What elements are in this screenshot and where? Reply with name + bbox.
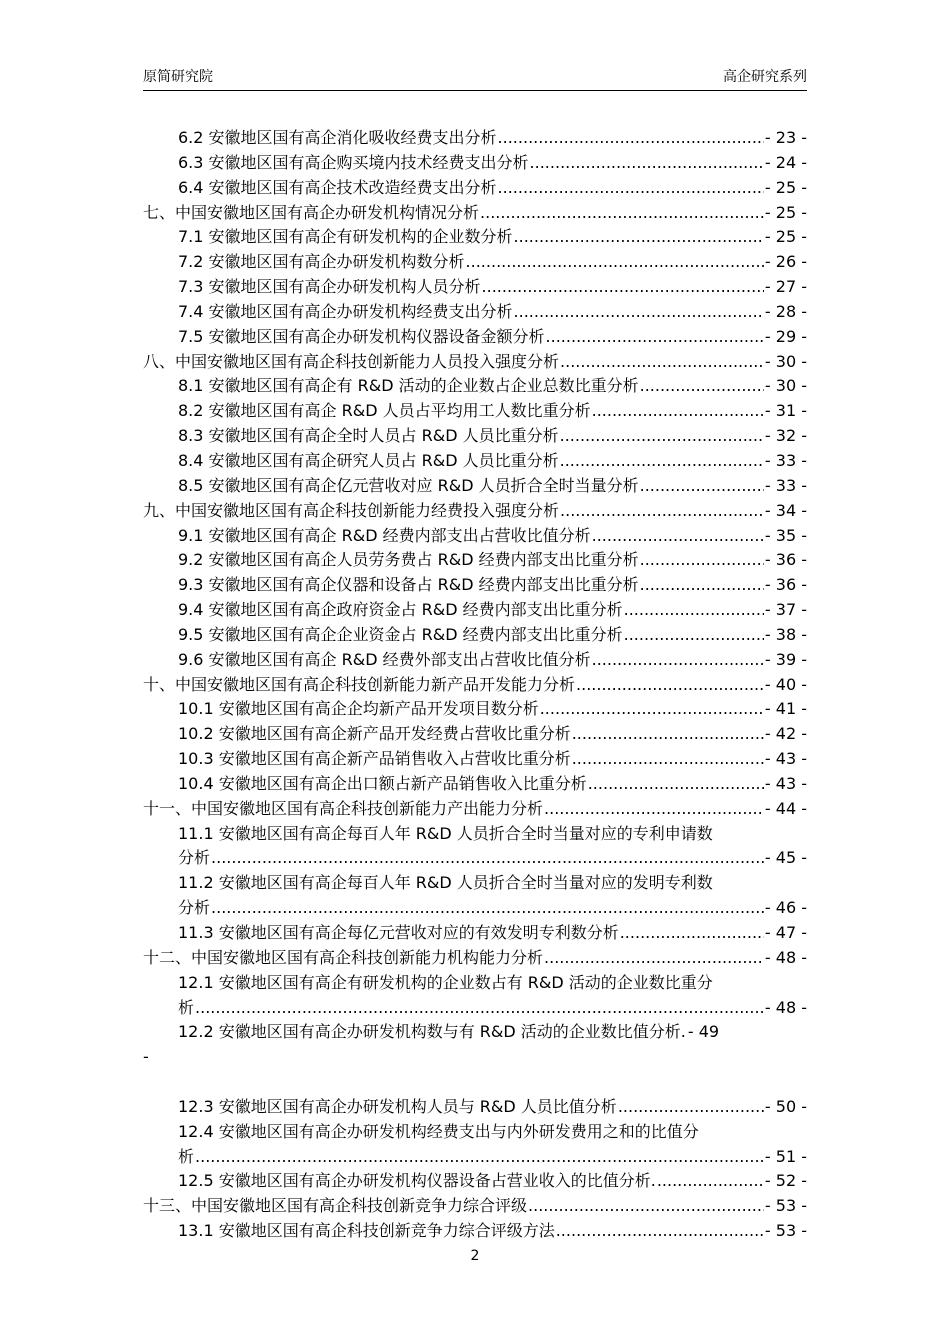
toc-page-number: - 31 - [764,401,807,421]
toc-page-number-overflow: - [143,1047,149,1067]
toc-entry[interactable] [143,524,807,549]
toc-entry-title: 12.5 安徽地区国有高企办研发机构仪器设备占营业收入的比值分析. [178,1171,656,1191]
toc-page-number: - 43 - [764,749,807,769]
toc-entry-title: 8.5 安徽地区国有高企亿元营收对应 R&D 人员折合全时当量分析 [178,475,639,495]
toc-page-number: - 24 - [764,152,807,172]
toc-entry-title: 8.3 安徽地区国有高企全时人员占 R&D 人员比重分析 [178,426,559,446]
toc-dot-leader [211,896,764,921]
page-number: 2 [470,1248,480,1264]
toc-entry[interactable] [143,871,807,921]
toc-entry[interactable] [143,399,807,424]
toc-entry-title: 8.1 安徽地区国有高企有 R&D 活动的企业数占企业总数比重分析 [178,376,639,396]
toc-entry[interactable] [143,722,807,747]
toc-entry-title: 11.2 安徽地区国有高企每百人年 R&D 人员折合全时当量对应的发明专利数 [178,873,713,893]
toc-entry[interactable] [143,1120,807,1170]
toc-dot-leader [528,1194,764,1219]
toc-entry[interactable] [143,126,807,151]
toc-page-number: - 32 - [764,426,807,446]
toc-dot-leader [544,946,764,971]
toc-dot-leader [544,797,764,822]
toc-dot-leader [514,300,764,325]
toc-entry-title: 6.4 安徽地区国有高企技术改造经费支出分析 [178,177,497,197]
toc-entry-title: 十二、中国安徽地区国有高企科技创新能力机构能力分析 [143,947,544,967]
header-right-title: 高企研究系列 [723,69,807,85]
toc-dot-leader [530,151,764,176]
toc-page-number: - 23 - [764,128,807,147]
toc-entry-title: 9.4 安徽地区国有高企政府资金占 R&D 经费内部支出比重分析 [178,600,623,620]
toc-entry-title: 9.5 安徽地区国有高企企业资金占 R&D 经费内部支出比重分析 [178,624,623,644]
toc-dot-leader [211,846,764,871]
toc-dot-leader [624,623,764,648]
toc-entry-title: 11.1 安徽地区国有高企每百人年 R&D 人员折合全时当量对应的专利申请数 [178,823,713,843]
toc-page-number: - 48 - [764,997,807,1017]
toc-dot-leader [592,648,764,673]
toc-page-number: - 26 - [764,252,807,272]
toc-entry-title: 10.3 安徽地区国有高企新产品销售收入占营收比重分析 [178,749,571,769]
toc-entry[interactable] [143,1169,807,1194]
toc-entry-title: 12.4 安徽地区国有高企办研发机构经费支出与内外研发费用之和的比值分 [178,1121,699,1141]
toc-entry-title: 10.1 安徽地区国有高企企均新产品开发项目数分析 [178,699,539,719]
toc-dot-leader [592,524,764,549]
toc-page-number: - 41 - [764,699,807,719]
toc-entry[interactable] [143,623,807,648]
toc-dot-leader [572,747,764,772]
toc-entry[interactable] [143,300,807,325]
toc-page-number: - 51 - [764,1146,807,1166]
toc-page-number: - 36 - [764,575,807,595]
toc-dot-leader [640,474,764,499]
toc-entry-title: 12.2 安徽地区国有高企办研发机构数与有 R&D 活动的企业数比值分析. [178,1022,686,1042]
toc-dot-leader [498,176,764,201]
toc-entry-title: 7.1 安徽地区国有高企有研发机构的企业数分析 [178,227,513,247]
toc-dot-leader [540,697,764,722]
toc-page-number: - 39 - [764,649,807,669]
toc-entry-title: 9.6 安徽地区国有高企 R&D 经费外部支出占营收比值分析 [178,649,591,669]
toc-dot-leader [466,250,764,275]
toc-dot-leader [560,449,764,474]
toc-entry-title: 九、中国安徽地区国有高企科技创新能力经费投入强度分析 [143,500,560,520]
toc-entry-title: 12.1 安徽地区国有高企有研发机构的企业数占有 R&D 活动的企业数比重分 [178,972,713,992]
toc-entry-title: 11.3 安徽地区国有高企每亿元营收对应的有效发明专利数分析 [178,923,619,942]
toc-entry[interactable] [143,822,807,872]
toc-page-number: - 47 - [764,923,807,942]
toc-entry[interactable] [143,176,807,201]
toc-entry[interactable] [143,424,807,449]
toc-entry-title: 十一、中国安徽地区国有高企科技创新能力产出能力分析 [143,798,544,818]
toc-page-number: - 27 - [764,277,807,297]
toc-dot-leader [572,722,764,747]
header-left-title: 原简研究院 [143,69,213,85]
toc-entry[interactable] [143,151,807,176]
toc-entry-title: 9.3 安徽地区国有高企仪器和设备占 R&D 经费内部支出比重分析 [178,575,639,595]
toc-page-number: - 43 - [764,773,807,793]
toc-entry-title: 7.2 安徽地区国有高企办研发机构数分析 [178,252,465,272]
toc-page-number: - 36 - [764,550,807,570]
toc-entry[interactable] [143,449,807,474]
toc-dot-leader [576,673,764,698]
toc-page-number: - 35 - [764,525,807,545]
toc-entry[interactable] [143,275,807,300]
toc-dot-leader [640,573,764,598]
toc-dot-leader [482,275,764,300]
toc-entry[interactable] [143,697,807,722]
toc-entry[interactable] [143,250,807,275]
toc-dot-leader [618,1095,764,1120]
toc-entry-title: 13.1 安徽地区国有高企科技创新竞争力综合评级方法 [178,1221,555,1241]
toc-entry-title: 6.2 安徽地区国有高企消化吸收经费支出分析 [178,128,497,147]
toc-entry[interactable] [143,921,807,946]
toc-entry-title: 12.3 安徽地区国有高企办研发机构人员与 R&D 人员比值分析 [178,1096,617,1116]
toc-entry[interactable] [143,797,807,822]
toc-dot-leader [480,201,764,226]
toc-entry[interactable] [143,772,807,797]
toc-entry[interactable] [143,946,807,971]
toc-entry-title: 10.2 安徽地区国有高企新产品开发经费占营收比重分析 [178,724,571,744]
toc-dot-leader [657,1169,764,1194]
toc-entry[interactable] [143,374,807,399]
toc-page-number: - 49 [687,1022,720,1042]
toc-dot-leader [546,325,764,350]
toc-dot-leader [592,399,764,424]
toc-entry[interactable] [143,1095,807,1120]
toc-entry-title: 十三、中国安徽地区国有高企科技创新竞争力综合评级 [143,1196,528,1216]
toc-page-number: - 33 - [764,475,807,495]
toc-entry[interactable] [143,325,807,350]
toc-dot-leader [195,996,764,1021]
toc-entry-title: 七、中国安徽地区国有高企办研发机构情况分析 [143,202,480,222]
toc-entry-title: 9.2 安徽地区国有高企人员劳务费占 R&D 经费内部支出比重分析 [178,550,639,570]
toc-dot-leader [640,374,764,399]
toc-page-number: - 30 - [764,376,807,396]
toc-page-number: - 28 - [764,301,807,321]
toc-page-number: - 25 - [764,177,807,197]
toc-dot-leader [560,424,764,449]
toc-page-number: - 25 - [764,202,807,222]
toc-page-number: - 46 - [764,898,807,918]
toc-dot-leader [620,921,764,946]
toc-entry[interactable] [143,971,807,1021]
toc-entry[interactable] [143,1020,807,1095]
toc-dot-leader [640,548,764,573]
toc-entry-title: 十、中国安徽地区国有高企科技创新能力新产品开发能力分析 [143,674,576,694]
toc-page-number: - 30 - [764,351,807,371]
toc-entry[interactable] [143,673,807,698]
page-header [143,66,807,91]
toc-entry-title: 9.1 安徽地区国有高企 R&D 经费内部支出占营收比值分析 [178,525,591,545]
toc-entry[interactable] [143,499,807,524]
toc-entry[interactable] [143,1194,807,1219]
toc-page-number: - 44 - [764,798,807,818]
toc-dot-leader [588,772,764,797]
toc-page-number: - 34 - [764,500,807,520]
toc-entry[interactable] [143,648,807,673]
toc-entry[interactable] [143,225,807,250]
toc-dot-leader [195,1145,764,1170]
toc-dot-leader [498,126,764,151]
toc-entry[interactable] [143,350,807,375]
toc-page-number: - 37 - [764,600,807,620]
toc-page-number: - 38 - [764,624,807,644]
toc-page-number: - 48 - [764,947,807,967]
toc-page-number: - 25 - [764,227,807,247]
toc-entry[interactable] [143,474,807,499]
toc-entry-title: 6.3 安徽地区国有高企购买境内技术经费支出分析 [178,152,529,172]
toc-entry-title-continued: 分析 [178,848,211,868]
toc-dot-leader [560,499,764,524]
toc-entry-title: 7.4 安徽地区国有高企办研发机构经费支出分析 [178,301,513,321]
toc-entry-title-continued: 析 [178,1146,195,1166]
table-of-contents [143,126,807,1244]
toc-entry-title: 八、中国安徽地区国有高企科技创新能力人员投入强度分析 [143,351,560,371]
toc-page-number: - 29 - [764,326,807,346]
toc-entry[interactable] [143,747,807,772]
toc-entry[interactable] [143,598,807,623]
toc-dot-leader [556,1219,764,1244]
toc-entry-title-continued: 析 [178,997,195,1017]
toc-dot-leader [624,598,764,623]
toc-entry-title: 8.4 安徽地区国有高企研究人员占 R&D 人员比重分析 [178,450,559,470]
toc-dot-leader [560,350,764,375]
toc-page-number: - 33 - [764,450,807,470]
toc-entry-title: 8.2 安徽地区国有高企 R&D 人员占平均用工人数比重分析 [178,401,591,421]
toc-dot-leader [514,225,764,250]
toc-entry[interactable] [143,201,807,226]
toc-page-number: - 52 - [764,1171,807,1191]
toc-page-number: - 40 - [764,674,807,694]
toc-entry-title: 10.4 安徽地区国有高企出口额占新产品销售收入比重分析 [178,773,587,793]
toc-page-number: - 42 - [764,724,807,744]
toc-page-number: - 45 - [764,848,807,868]
toc-entry-title: 7.3 安徽地区国有高企办研发机构人员分析 [178,277,481,297]
toc-entry-title: 7.5 安徽地区国有高企办研发机构仪器设备金额分析 [178,326,545,346]
toc-entry-title-continued: 分析 [178,898,211,918]
toc-entry[interactable] [143,573,807,598]
toc-page-number: - 53 - [764,1221,807,1241]
toc-entry[interactable] [143,1219,807,1244]
toc-page-number: - 50 - [764,1096,807,1116]
toc-entry[interactable] [143,548,807,573]
toc-page-number: - 53 - [764,1196,807,1216]
